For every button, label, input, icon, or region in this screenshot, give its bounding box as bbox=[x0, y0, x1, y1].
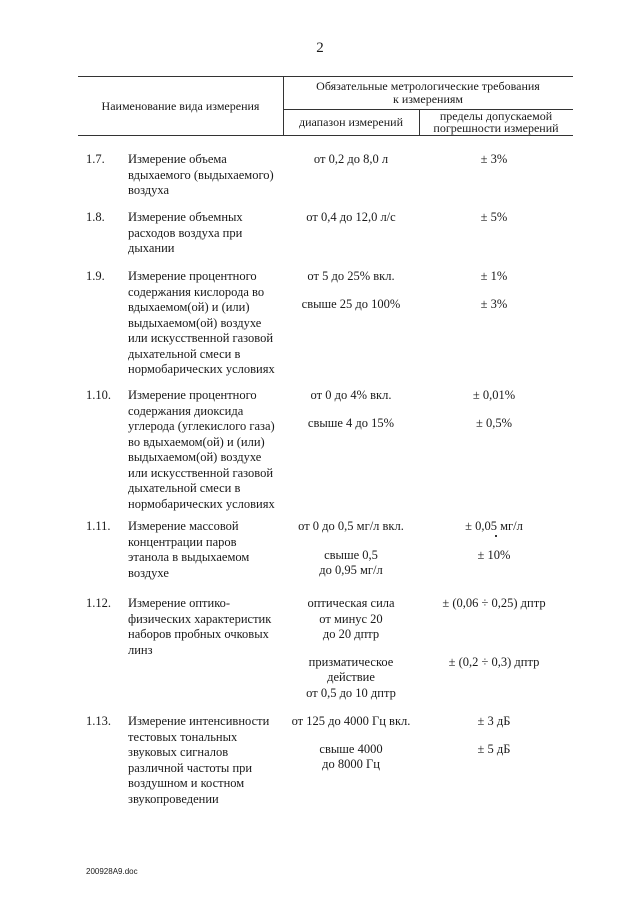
row-number: 1.7. bbox=[86, 152, 105, 166]
row-error-limit: ± 0,05 мг/л ± 10% bbox=[465, 519, 523, 562]
header-name-column: Наименование вида измерения bbox=[101, 99, 260, 113]
header-bottom-rule bbox=[78, 135, 573, 136]
row-number: 1.13. bbox=[86, 714, 111, 728]
row-range: оптическая сила от минус 20 до 20 дптр призматическое действие от 0,5 до 10 дптр bbox=[306, 596, 396, 700]
row-number: 1.8. bbox=[86, 210, 105, 224]
header-error-line2: погрешности измерений bbox=[433, 121, 559, 135]
row-range: от 125 до 4000 Гц вкл. свыше 4000 до 8000 Гц bbox=[291, 714, 411, 771]
row-range: от 5 до 25% вкл. свыше 25 до 100% bbox=[301, 269, 401, 311]
row-measurement-name: Измерение оптико- физических характеристик наборов пробных очковых линз bbox=[128, 596, 272, 657]
header-range-column: диапазон измерений bbox=[298, 115, 404, 129]
row-error-limit: ± 3 дБ ± 5 дБ bbox=[477, 714, 511, 756]
row-number: 1.12. bbox=[86, 596, 111, 610]
scan-mark bbox=[495, 535, 497, 537]
row-measurement-name: Измерение процентного содержания диоксида углерода (углекислого газа) во вдыхаемом(ой) и (или) выдыхаемом(ой) воздухе или искусственной газовой дыхательной смеси в нормобарических условиях bbox=[128, 388, 275, 511]
row-number: 1.11. bbox=[86, 519, 111, 533]
row-error-limit: ± 5% bbox=[480, 210, 508, 224]
row-range: от 0,2 до 8,0 л bbox=[313, 152, 389, 166]
row-error-limit: ± 0,01% ± 0,5% bbox=[472, 388, 516, 430]
row-range: от 0 до 0,5 мг/л вкл. свыше 0,5 до 0,95 мг/л bbox=[298, 519, 404, 577]
row-error-limit: ± (0,06 ÷ 0,25) дптр ± (0,2 ÷ 0,3) дптр bbox=[442, 596, 546, 669]
header-group-title-line2: к измерениям bbox=[392, 92, 464, 106]
row-error-limit: ± 3% bbox=[480, 152, 508, 166]
row-number: 1.10. bbox=[86, 388, 111, 402]
header-top-rule bbox=[78, 76, 573, 77]
row-range: от 0,4 до 12,0 л/с bbox=[306, 210, 396, 224]
footer-filename: 200928A9.doc bbox=[86, 867, 138, 876]
row-number: 1.9. bbox=[86, 269, 105, 283]
row-measurement-name: Измерение массовой концентрации паров этанола в выдыхаемом воздухе bbox=[128, 519, 250, 580]
row-measurement-name: Измерение объемных расходов воздуха при дыхании bbox=[128, 210, 243, 255]
row-error-limit: ± 1% ± 3% bbox=[480, 269, 508, 311]
row-measurement-name: Измерение интенсивности тестовых тональных звуковых сигналов различной частоты при воздушном и костном звукопроведении bbox=[128, 714, 270, 806]
page-number: 2 bbox=[316, 40, 324, 56]
row-range: от 0 до 4% вкл. свыше 4 до 15% bbox=[307, 388, 395, 430]
row-measurement-name: Измерение процентного содержания кислорода во вдыхаемом(ой) и (или) выдыхаемом(ой) воздухе или искусственной газовой дыхательной смеси в нормобарических условиях bbox=[128, 269, 275, 376]
row-measurement-name: Измерение объема вдыхаемого (выдыхаемого) воздуха bbox=[128, 152, 274, 197]
header-error-line1: пределы допускаемой bbox=[439, 109, 553, 123]
header-group-title-line1: Обязательные метрологические требования bbox=[316, 79, 540, 93]
